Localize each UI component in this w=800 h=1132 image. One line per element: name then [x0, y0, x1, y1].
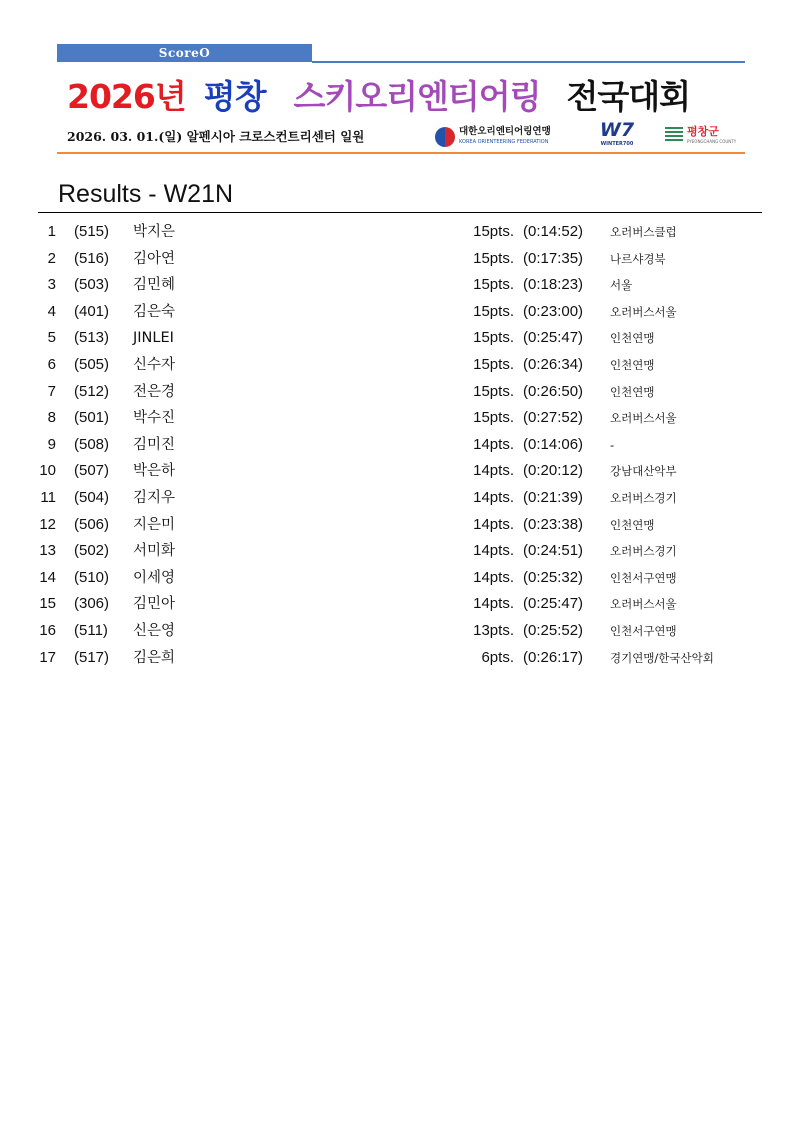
result-time: (0:25:47)	[523, 329, 584, 347]
result-time: (0:14:52)	[523, 223, 584, 240]
result-name: 전은경	[133, 383, 176, 400]
result-time: (0:23:38)	[523, 515, 584, 533]
event-banner	[67, 74, 742, 120]
result-time: (0:20:12)	[523, 462, 584, 480]
result-row	[0, 299, 800, 326]
result-time: (0:25:47)	[523, 595, 584, 613]
result-rank: 12	[39, 515, 56, 533]
result-name: 김아연	[133, 250, 176, 267]
result-rank: 9	[47, 435, 56, 453]
result-bib: (505)	[74, 355, 110, 373]
result-time: (0:26:17)	[523, 648, 584, 666]
result-bib: (503)	[74, 276, 110, 294]
result-points: 14pts.	[473, 488, 514, 506]
header-divider	[57, 152, 745, 154]
result-points: 14pts.	[473, 515, 514, 533]
result-row	[0, 405, 800, 432]
result-time: (0:26:50)	[523, 382, 584, 400]
federation-emblem-icon	[435, 127, 455, 147]
result-row	[0, 219, 800, 246]
result-name: 신은영	[133, 622, 176, 639]
result-rank: 15	[39, 595, 56, 613]
result-time: (0:17:35)	[523, 249, 584, 267]
result-time: (0:26:34)	[523, 355, 584, 373]
result-bib: (501)	[74, 409, 110, 427]
county-emblem-icon	[665, 127, 683, 143]
county-logo	[665, 124, 735, 150]
result-row	[0, 246, 800, 273]
result-bib: (502)	[74, 542, 110, 560]
result-row	[0, 591, 800, 618]
result-name: 박수진	[133, 410, 176, 427]
result-bib: (506)	[74, 515, 110, 533]
result-row	[0, 645, 800, 672]
result-rank: 4	[47, 302, 56, 320]
result-club: 오러버스서울	[610, 597, 677, 612]
result-rank: 14	[39, 568, 56, 586]
result-bib: (508)	[74, 435, 110, 453]
result-rank: 8	[47, 409, 56, 427]
result-bib: (504)	[74, 488, 110, 506]
federation-name: 대한오리엔티어링연맹	[459, 126, 551, 137]
result-club: 나르샤경북	[610, 251, 666, 266]
result-time: (0:25:32)	[523, 568, 584, 586]
result-row	[0, 379, 800, 406]
result-rank: 7	[47, 382, 56, 400]
result-name: 박지은	[133, 224, 176, 240]
result-name: 김민아	[133, 596, 176, 613]
result-name: 지은미	[133, 516, 176, 533]
result-name: 김은숙	[133, 303, 176, 320]
result-row	[0, 512, 800, 539]
result-points: 15pts.	[473, 329, 514, 347]
federation-logo	[435, 126, 565, 150]
result-club: -	[610, 437, 615, 452]
result-row	[0, 485, 800, 512]
result-bib: (511)	[74, 621, 108, 639]
result-club: 오러버스서울	[610, 411, 677, 426]
result-row	[0, 272, 800, 299]
result-name: 이세영	[133, 569, 176, 586]
result-points: 15pts.	[473, 382, 514, 400]
result-club: 오러버스경기	[610, 544, 677, 559]
result-rank: 6	[47, 355, 56, 373]
result-name: 박은하	[133, 463, 176, 480]
banner-place: 평창	[203, 77, 266, 116]
w7-text: WINTER700	[600, 141, 634, 147]
date-venue: 2026. 03. 01.(일) 알펜시아 크로스컨트리센터 일원	[67, 129, 365, 144]
result-club: 경기연맹/한국산악회	[610, 650, 714, 665]
result-club: 인천연맹	[610, 357, 655, 372]
result-time: (0:27:52)	[523, 409, 584, 427]
result-name: 서미화	[133, 543, 176, 560]
result-club: 인천연맹	[610, 331, 655, 346]
result-bib: (513)	[74, 329, 110, 347]
result-name: JINLEI	[133, 330, 174, 347]
county-english: PYEONGCHANG COUNTY	[687, 139, 737, 144]
result-club: 인천연맹	[610, 384, 655, 399]
page-title: Results - W21N	[58, 180, 234, 208]
result-row	[0, 565, 800, 592]
result-points: 14pts.	[473, 542, 514, 560]
result-bib: (515)	[74, 223, 110, 240]
result-club: 인천연맹	[610, 517, 655, 532]
result-rank: 11	[40, 488, 56, 506]
result-time: (0:23:00)	[523, 302, 584, 320]
result-points: 14pts.	[473, 435, 514, 453]
result-points: 14pts.	[473, 568, 514, 586]
banner-event: 스키오리엔티어링	[293, 77, 541, 116]
banner-national: 전국대회	[566, 77, 691, 116]
tag-underline	[312, 61, 745, 63]
result-points: 15pts.	[473, 276, 514, 294]
event-header	[57, 44, 745, 156]
result-rank: 10	[39, 462, 56, 480]
result-time: (0:18:23)	[523, 276, 584, 294]
result-points: 14pts.	[473, 595, 514, 613]
result-row	[0, 432, 800, 459]
result-rank: 13	[39, 542, 56, 560]
result-row	[0, 538, 800, 565]
result-name: 김지우	[133, 489, 176, 506]
result-club: 오러버스경기	[610, 490, 677, 505]
w7-mark: W7	[599, 119, 635, 141]
result-club: 서울	[610, 278, 633, 293]
result-bib: (507)	[74, 462, 110, 480]
result-club: 오러버스클럽	[610, 225, 677, 239]
result-club: 오러버스서울	[610, 304, 677, 319]
result-name: 신수자	[133, 356, 176, 373]
result-points: 15pts.	[473, 409, 514, 427]
result-points: 15pts.	[473, 302, 514, 320]
result-points: 13pts.	[473, 621, 514, 639]
result-row	[0, 458, 800, 485]
result-bib: (516)	[74, 249, 110, 267]
result-rank: 17	[39, 648, 56, 666]
result-club: 인천서구연맹	[610, 570, 677, 585]
result-bib: (306)	[74, 595, 110, 613]
result-row	[0, 352, 800, 379]
result-points: 14pts.	[473, 462, 514, 480]
result-rank: 16	[39, 621, 56, 639]
county-name: 평창군	[687, 125, 719, 138]
format-tag: ScoreO	[57, 44, 312, 62]
result-name: 김은희	[133, 649, 176, 666]
result-time: (0:25:52)	[523, 621, 584, 639]
banner-year: 2026년	[67, 77, 186, 116]
result-row	[0, 618, 800, 645]
result-name: 김미진	[133, 436, 176, 453]
results-list	[0, 219, 800, 671]
result-points: 6pts.	[481, 648, 514, 666]
result-rank: 3	[47, 276, 56, 294]
result-club: 강남대산악부	[610, 464, 677, 479]
w7-logo	[597, 120, 637, 150]
title-divider	[38, 212, 762, 213]
result-rank: 2	[47, 249, 56, 267]
result-time: (0:24:51)	[523, 542, 584, 560]
federation-english: KOREA ORIENTEERING FEDERATION	[459, 139, 549, 145]
result-row	[0, 325, 800, 352]
result-points: 15pts.	[473, 223, 514, 240]
result-rank: 1	[47, 223, 56, 240]
result-bib: (401)	[74, 302, 110, 320]
date-venue-row	[67, 119, 747, 150]
result-points: 15pts.	[473, 249, 514, 267]
result-bib: (510)	[74, 568, 110, 586]
result-points: 15pts.	[473, 355, 514, 373]
result-name: 김민혜	[133, 277, 176, 294]
result-bib: (512)	[74, 382, 110, 400]
result-club: 인천서구연맹	[610, 623, 677, 638]
result-time: (0:14:06)	[523, 435, 584, 453]
result-bib: (517)	[74, 648, 110, 666]
result-time: (0:21:39)	[523, 488, 584, 506]
result-rank: 5	[47, 329, 56, 347]
